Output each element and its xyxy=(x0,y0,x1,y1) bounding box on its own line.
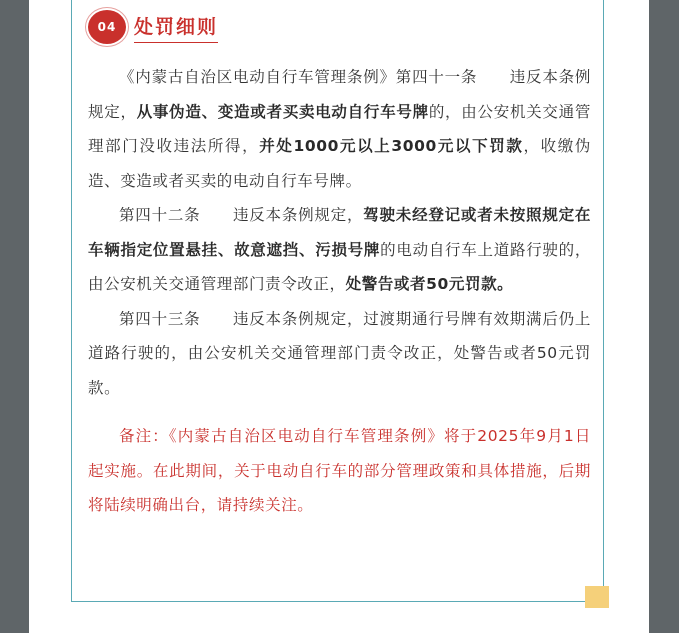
corner-accent xyxy=(585,586,609,608)
remark-note: 备注：《内蒙古自治区电动自行车管理条例》将于2025年9月1日起实施。在此期间，关于电动自行车的部分管理政策和具体措施，后期将陆续明确出台，请持续关注。 xyxy=(88,427,591,514)
text-run-bold: 处警告或者50元罚款。 xyxy=(345,275,514,293)
right-side-bar xyxy=(649,0,679,633)
section-title: 处罚细则 xyxy=(134,12,218,43)
text-run: 《内蒙古自治区电动自行车管理条例》第四十一条 违反本条例规定， xyxy=(88,68,591,121)
section-heading xyxy=(88,10,218,44)
text-run: 第四十二条 违反本条例规定， xyxy=(119,206,364,224)
text-run: ，收缴伪造、变造或者买卖的电动自行车号牌。 xyxy=(88,137,591,190)
section-number-badge: 04 xyxy=(88,10,126,44)
text-run-bold: 并处1000元以上3000元以下罚款 xyxy=(259,137,524,155)
text-run: 第四十三条 违反本条例规定，过渡期通行号牌有效期满后仍上道路行驶的，由公安机关交通管理部门责令改正，处警告或者50元罚款。 xyxy=(88,309,591,397)
article-42 xyxy=(88,198,591,302)
article-43 xyxy=(88,302,591,406)
text-run-bold: 从事伪造、变造或者买卖电动自行车号牌 xyxy=(136,102,429,121)
text-run: 的，由公安机关交通管理部门没收违法所得， xyxy=(88,102,591,155)
article-body xyxy=(88,60,591,523)
text-run-bold: 驾驶未经登记或者未按照规定在车辆指定位置悬挂、故意遮挡、污损号牌 xyxy=(88,206,591,259)
text-run: 的电动自行车上道路行驶的，由公安机关交通管理部门责令改正， xyxy=(88,240,591,293)
left-side-bar xyxy=(0,0,29,633)
article-41 xyxy=(88,60,591,198)
